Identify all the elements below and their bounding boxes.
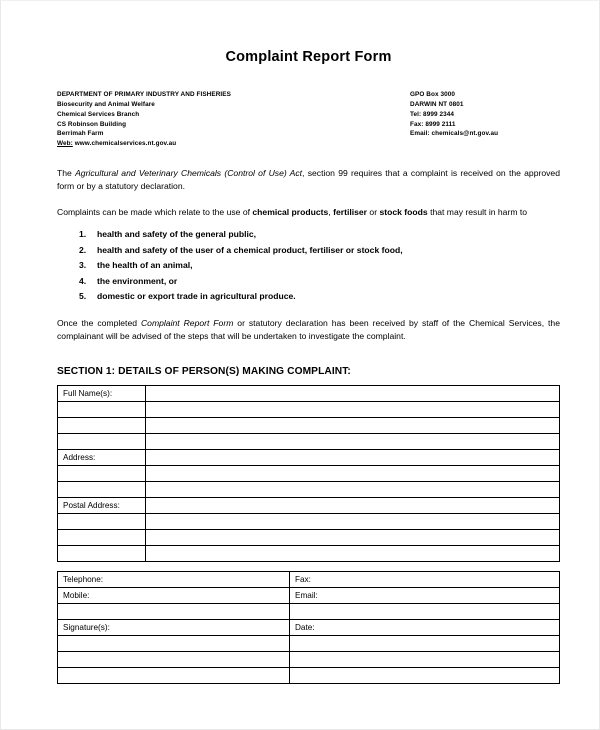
letterhead-email: Email: chemicals@nt.gov.au [410,130,499,138]
page-content [57,1,560,684]
field-input-blank[interactable] [146,434,560,450]
letterhead-city-state-postcode: DARWIN NT 0801 [410,101,464,109]
field-label-signatures: Signature(s): [58,620,290,636]
field-input-signature[interactable] [58,668,290,684]
para3-text-b: or statutory declaration has been received by staff of the Chemical Services, the complainant will be advised of the steps that will be undertaken to investigate the complaint. [57,317,560,341]
field-label-blank [58,434,146,450]
field-label-blank [58,530,146,546]
field-label-full-names: Full Name(s): [58,386,146,402]
field-label-blank [58,514,146,530]
list-item-label: health and safety of the user of a chemical product, fertiliser or stock food, [97,244,403,255]
table-row [58,546,560,562]
table-row [58,588,560,604]
field-input-blank[interactable] [146,482,560,498]
field-input-date[interactable] [290,636,560,652]
field-label-date: Date: [290,620,560,636]
term-fertiliser: fertiliser [333,207,368,218]
para1-text-a: The [57,167,76,178]
table-row [58,572,560,588]
letterhead-left-block [57,90,387,148]
letterhead-right-block [410,90,560,139]
table-row [58,386,560,402]
list-item-label: the health of an animal, [97,260,193,271]
table-row [58,620,560,636]
list-item [79,246,560,255]
field-label-blank [58,466,146,482]
field-label-email: Email: [290,588,560,604]
field-label-blank [58,546,146,562]
paragraph-legislation [57,167,560,192]
letterhead-po-box: GPO Box 3000 [410,91,456,99]
letterhead-department: DEPARTMENT OF PRIMARY INDUSTRY AND FISHERIES [57,91,231,99]
web-url[interactable]: www.chemicalservices.nt.gov.au [74,140,177,148]
field-label-mobile: Mobile: [58,588,290,604]
para3-text-a: Once the completed [57,317,141,328]
field-label-telephone: Telephone: [58,572,290,588]
field-input-address[interactable] [146,450,560,466]
list-item-label: domestic or export trade in agricultural produce. [97,291,296,302]
table-row [58,636,560,652]
letterhead-locality: Berrimah Farm [57,130,104,138]
field-input-blank[interactable] [146,546,560,562]
letterhead-branch: Chemical Services Branch [57,110,140,118]
para2-sep-1: , [328,207,334,218]
list-item-number: 2. [79,244,87,255]
table-row [58,498,560,514]
table-row [58,668,560,684]
field-input-blank[interactable] [290,604,560,620]
personal-details-table [57,385,560,562]
field-label-blank [58,418,146,434]
field-input-postal-address[interactable] [146,498,560,514]
field-label-address: Address: [58,450,146,466]
field-input-blank[interactable] [146,466,560,482]
page-title: Complaint Report Form [225,49,392,65]
field-label-fax: Fax: [290,572,560,588]
letterhead-fax: Fax: 8999 2111 [410,120,456,128]
harm-categories-list [57,230,560,301]
list-item [79,277,560,286]
web-label: Web: [57,140,73,148]
para2-sep-2: or [367,207,380,218]
letterhead-telephone: Tel: 8999 2344 [410,110,454,118]
list-item-label: health and safety of the general public, [97,228,257,239]
list-item [79,261,560,270]
letterhead-building: CS Robinson Building [57,120,127,128]
field-input-blank[interactable] [146,530,560,546]
field-label-postal-address: Postal Address: [58,498,146,514]
field-input-blank[interactable] [146,418,560,434]
list-item-number: 4. [79,275,87,286]
term-stock-foods: stock foods [379,207,428,218]
act-name: Agricultural and Veterinary Chemicals (Control of Use) Act [75,167,303,178]
field-input-full-names[interactable] [146,386,560,402]
table-row [58,652,560,668]
table-row [58,418,560,434]
field-input-signature[interactable] [58,652,290,668]
form-name: Complaint Report Form [140,317,234,328]
table-row [58,402,560,418]
letterhead-division: Biosecurity and Animal Welfare [57,101,155,109]
table-row [58,530,560,546]
list-item-number: 1. [79,228,87,239]
field-input-date[interactable] [290,668,560,684]
letterhead-website-line [57,139,387,149]
list-item [79,292,560,301]
term-chemical-products: chemical products [252,207,329,218]
para2-text-a: Complaints can be made which relate to the use of [57,207,253,218]
field-label-blank [58,482,146,498]
field-input-signature[interactable] [58,636,290,652]
paragraph-complaints-scope [57,206,560,219]
field-input-blank[interactable] [146,514,560,530]
contact-details-table [57,571,560,684]
field-label-blank [58,402,146,418]
para2-text-e: that may result in harm to [427,207,528,218]
list-item [79,230,560,239]
letterhead [57,90,560,148]
table-row [58,450,560,466]
table-row [58,466,560,482]
list-item-label: the environment, or [97,275,178,286]
field-input-blank[interactable] [146,402,560,418]
table-row [58,482,560,498]
list-item-number: 5. [79,291,87,302]
list-item-number: 3. [79,260,87,271]
table-row [58,434,560,450]
table-row [58,514,560,530]
para1-text-b: , section 99 requires that a complaint is received on the approved form or by a statutory declaration. [57,167,560,191]
paragraph-process [57,317,560,342]
table-row [58,604,560,620]
field-input-blank[interactable] [58,604,290,620]
section-1-heading: SECTION 1: DETAILS OF PERSON(S) MAKING COMPLAINT: [57,366,351,378]
field-input-date[interactable] [290,652,560,668]
